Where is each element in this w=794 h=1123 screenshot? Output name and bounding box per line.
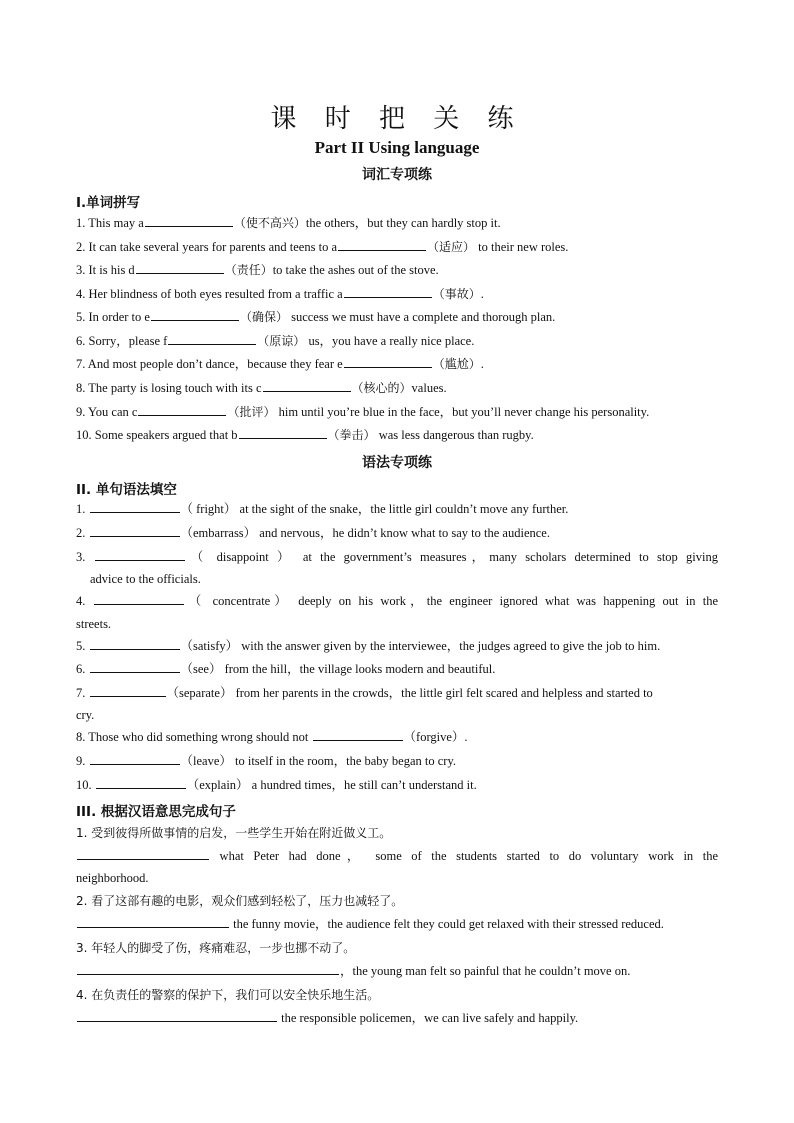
answer-blank[interactable] [344,284,432,298]
answer-blank[interactable] [90,523,180,537]
grammar-item: 10. （explain） a hundred times，he still can’t understand it. [76,774,718,796]
grammar-item-continued: streets. [76,617,112,631]
translation-answer-line: ，the young man felt so painful that he couldn’t move on. [76,960,718,982]
grammar-item: 5. （satisfy） with the answer given by the interviewee，the judges agreed to give the job to him. [76,635,718,657]
answer-blank[interactable] [138,402,226,416]
section3-heading: III. 根据汉语意思完成句子 [76,804,236,820]
vocab-item: 1. This may a （使不高兴）the others，but they can hardly stop it. [76,212,718,234]
answer-blank[interactable] [96,775,186,789]
section2-heading: II. 单句语法填空 [76,482,177,498]
answer-blank[interactable] [239,425,327,439]
grammar-item-continued: cry. [76,708,95,722]
answer-blank[interactable] [313,727,403,741]
translation-prompt: 4. 在负责任的警察的保护下，我们可以安全快乐地生活。 [76,988,380,1002]
answer-blank[interactable] [145,213,233,227]
answer-blank[interactable] [90,751,180,765]
translation-answer-line: what Peter had done， some of the students started to do voluntary work in the [76,845,718,867]
grammar-item: 8. Those who did something wrong should not （forgive）. [76,726,718,748]
answer-blank[interactable] [90,683,166,697]
answer-blank[interactable] [263,378,351,392]
grammar-item: 3. （ disappoint ） at the government’s measures，many scholars determined to stop giving [76,546,718,568]
answer-blank[interactable] [95,547,185,561]
answer-blank[interactable] [344,354,432,368]
page-title: 课 时 把 关 练 [270,104,524,134]
vocab-item: 10. Some speakers argued that b （拳击） was less dangerous than rugby. [76,424,718,446]
vocab-item: 9. You can c （批评） him until you’re blue in the face，but you’ll never change his personality. [76,401,718,423]
grammar-item: 4. （ concentrate） deeply on his work，the engineer ignored what was happening out in the [76,590,718,612]
grammar-item: 9. （leave） to itself in the room，the baby began to cry. [76,750,718,772]
grammar-item: 2. （embarrass） and nervous，he didn’t know what to say to the audience. [76,522,718,544]
vocab-item: 7. And most people don’t dance，because they fear e （尴尬）. [76,353,718,375]
answer-blank[interactable] [168,331,256,345]
answer-blank[interactable] [90,659,180,673]
answer-blank[interactable] [77,1008,277,1022]
grammar-item: 6. （see） from the hill，the village looks modern and beautiful. [76,658,718,680]
vocab-item: 4. Her blindness of both eyes resulted from a traffic a （事故）. [76,283,718,305]
translation-answer-line: the funny movie，the audience felt they could get relaxed with their stressed reduced. [76,913,718,935]
answer-blank[interactable] [151,307,239,321]
grammar-item: 1. （ fright） at the sight of the snake，the little girl couldn’t move any further. [76,498,718,520]
grammar-item-continued: advice to the officials. [90,572,201,586]
vocab-item: 6. Sorry，please f （原谅） us，you have a really nice place. [76,330,718,352]
section1-heading: Ⅰ.单词拼写 [76,195,141,211]
vocab-item: 3. It is his d （责任）to take the ashes out of the stove. [76,259,718,281]
translation-prompt: 3. 年轻人的脚受了伤，疼痛难忍，一步也挪不动了。 [76,941,356,955]
answer-blank[interactable] [338,237,426,251]
translation-continued: neighborhood. [76,871,149,885]
answer-blank[interactable] [136,260,224,274]
vocab-item: 2. It can take several years for parents and teens to a （适应） to their new roles. [76,236,718,258]
vocab-heading: 词汇专项练 [362,167,432,183]
answer-blank[interactable] [94,591,184,605]
grammar-item: 7. （separate） from her parents in the crowds，the little girl felt scared and helpless and started to [76,682,718,704]
translation-prompt: 2. 看了这部有趣的电影，观众们感到轻松了，压力也减轻了。 [76,894,404,908]
page-subtitle: Part II Using language [314,138,480,157]
answer-blank[interactable] [90,636,180,650]
translation-answer-line: the responsible policemen，we can live safely and happily. [76,1007,718,1029]
answer-blank[interactable] [77,914,229,928]
translation-prompt: 1. 受到彼得所做事情的启发，一些学生开始在附近做义工。 [76,826,392,840]
answer-blank[interactable] [77,961,339,975]
answer-blank[interactable] [77,846,209,860]
answer-blank[interactable] [90,499,180,513]
vocab-item: 5. In order to e （确保） success we must have a complete and thorough plan. [76,306,718,328]
vocab-item: 8. The party is losing touch with its c （核心的）values. [76,377,718,399]
grammar-heading: 语法专项练 [362,455,432,471]
